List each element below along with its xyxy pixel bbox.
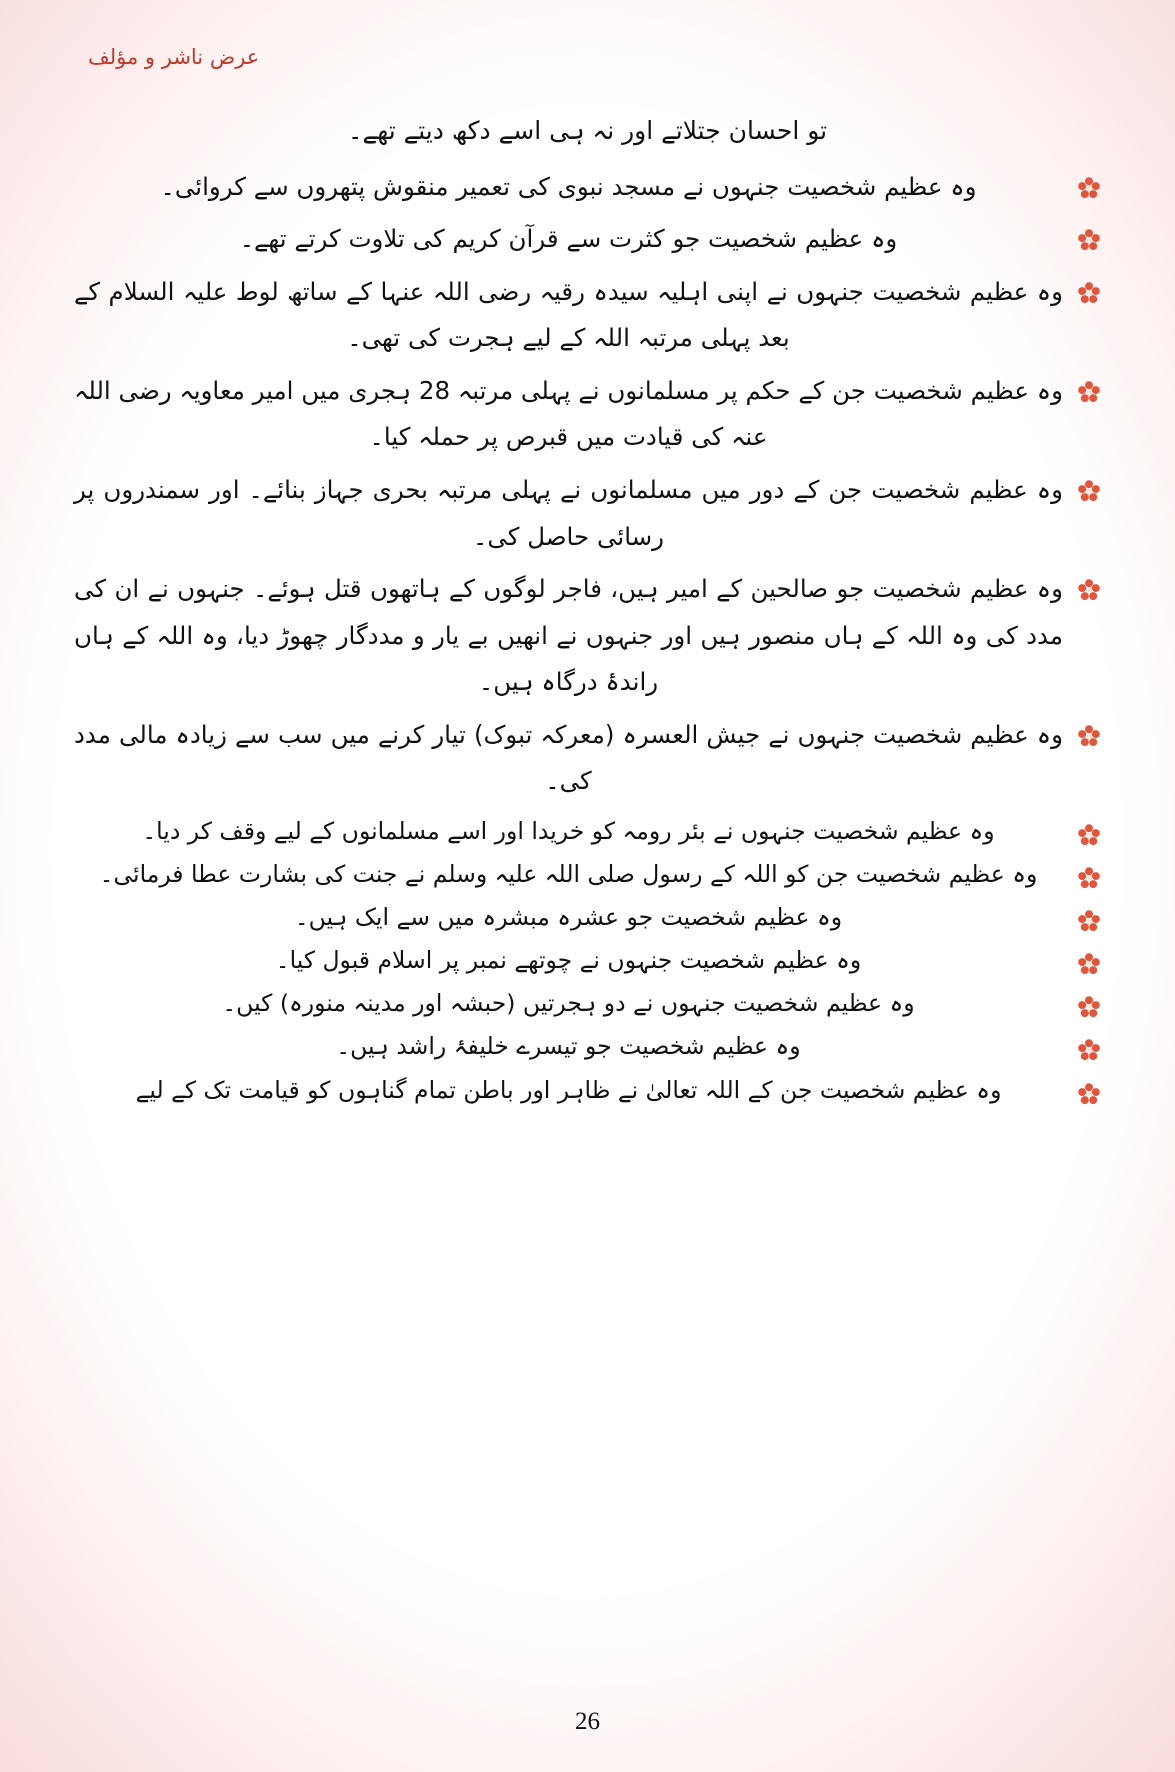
list-item-text: وہ عظیم شخصیت جن کے حکم پر مسلمانوں نے پہلی مرتبہ 28 ہجری میں امیر معاویہ رضی اللہ عنہ کی قیادت میں قبرص پر حملہ کیا۔ bbox=[74, 375, 1063, 452]
list-item-text: وہ عظیم شخصیت جو تیسرے خلیفۂ راشد ہیں۔ bbox=[336, 1032, 801, 1061]
list-item-text: وہ عظیم شخصیت جنہوں نے دو ہجرتیں (حبشہ اور مدینہ منورہ) کیں۔ bbox=[222, 989, 915, 1018]
list-item-text: وہ عظیم شخصیت جو صالحین کے امیر ہیں، فاجر لوگوں کے ہاتھوں قتل ہوئے۔ جنہوں نے ان کی مدد کی وہ اللہ کے ہاں منصور ہیں اور جنہوں نے انھیں بے یار و مددگار چھوڑ دیا، وہ اللہ کے ہاں راندۂ درگاہ ہیں۔ bbox=[74, 574, 1063, 697]
flower-bullet-icon bbox=[1077, 1038, 1101, 1062]
list-item-text: وہ عظیم شخصیت جنہوں نے بئر رومہ کو خریدا اور اسے مسلمانوں کے لیے وقف کر دیا۔ bbox=[142, 816, 995, 845]
flower-bullet-icon bbox=[1077, 866, 1101, 890]
flower-bullet-icon bbox=[1077, 1082, 1101, 1106]
flower-bullet-icon bbox=[1077, 823, 1101, 847]
list-item bbox=[70, 854, 1105, 895]
flower-bullet-icon bbox=[1077, 952, 1101, 976]
flower-bullet-icon bbox=[1077, 228, 1101, 252]
list-item bbox=[70, 368, 1105, 461]
flower-bullet-icon bbox=[1077, 909, 1101, 933]
running-header-text: عرض ناشر و مؤلف bbox=[88, 45, 260, 69]
flower-bullet-icon bbox=[1077, 380, 1101, 404]
flower-bullet-icon bbox=[1077, 724, 1101, 748]
list-item bbox=[70, 1070, 1105, 1111]
list-item bbox=[70, 467, 1105, 560]
page-number: 26 bbox=[575, 1708, 600, 1735]
list-item-text: وہ عظیم شخصیت جن کے دور میں مسلمانوں نے پہلی مرتبہ بحری جہاز بنائے۔ اور سمندروں پر رسائی حاصل کی۔ bbox=[74, 475, 1063, 551]
list-item-text: وہ عظیم شخصیت جنہوں نے جیش العسرہ (معرکہ تبوک) تیار کرنے میں سب سے زیادہ مالی مدد کی۔ bbox=[74, 719, 1063, 796]
running-header bbox=[70, 42, 1105, 74]
flower-bullet-icon bbox=[1077, 995, 1101, 1019]
list-item bbox=[70, 566, 1105, 706]
list-item-text: وہ عظیم شخصیت جن کے اللہ تعالیٰ نے ظاہر اور باطن تمام گناہوں کو قیامت تک کے لیے bbox=[135, 1075, 1002, 1104]
list-item bbox=[70, 269, 1105, 362]
points-list bbox=[70, 164, 1105, 1111]
list-item bbox=[70, 940, 1105, 981]
flower-bullet-icon bbox=[1077, 176, 1101, 200]
list-item bbox=[70, 216, 1105, 263]
list-item bbox=[70, 1026, 1105, 1067]
continuation-paragraph: تو احسان جتلاتے اور نہ ہی اسے دکھ دیتے تھے۔ bbox=[347, 115, 828, 145]
list-item-text: وہ عظیم شخصیت جو عشرہ مبشرہ میں سے ایک ہیں۔ bbox=[294, 903, 843, 932]
list-item-text: وہ عظیم شخصیت جنہوں نے اپنی اہلیہ سیدہ رقیہ رضی اللہ عنہا کے ساتھ لوط علیہ السلام کے بعد پہلی مرتبہ اللہ کے لیے ہجرت کی تھی۔ bbox=[74, 276, 1063, 353]
list-item bbox=[70, 811, 1105, 852]
list-item bbox=[70, 164, 1105, 211]
flower-bullet-icon bbox=[1077, 479, 1101, 503]
list-item-text: وہ عظیم شخصیت جن کو اللہ کے رسول صلی اللہ علیہ وسلم نے جنت کی بشارت عطا فرمائی۔ bbox=[99, 859, 1038, 888]
list-item-text: وہ عظیم شخصیت جنہوں نے چوتھے نمبر پر اسلام قبول کیا۔ bbox=[275, 946, 862, 975]
list-item-text: وہ عظیم شخصیت جو کثرت سے قرآن کریم کی تلاوت کرتے تھے۔ bbox=[239, 224, 898, 254]
flower-bullet-icon bbox=[1077, 578, 1101, 602]
list-item bbox=[70, 712, 1105, 805]
flower-bullet-icon bbox=[1077, 281, 1101, 305]
list-item-text: وہ عظیم شخصیت جنہوں نے مسجد نبوی کی تعمیر منقوش پتھروں سے کروائی۔ bbox=[160, 171, 977, 201]
list-item bbox=[70, 897, 1105, 938]
list-item bbox=[70, 983, 1105, 1024]
